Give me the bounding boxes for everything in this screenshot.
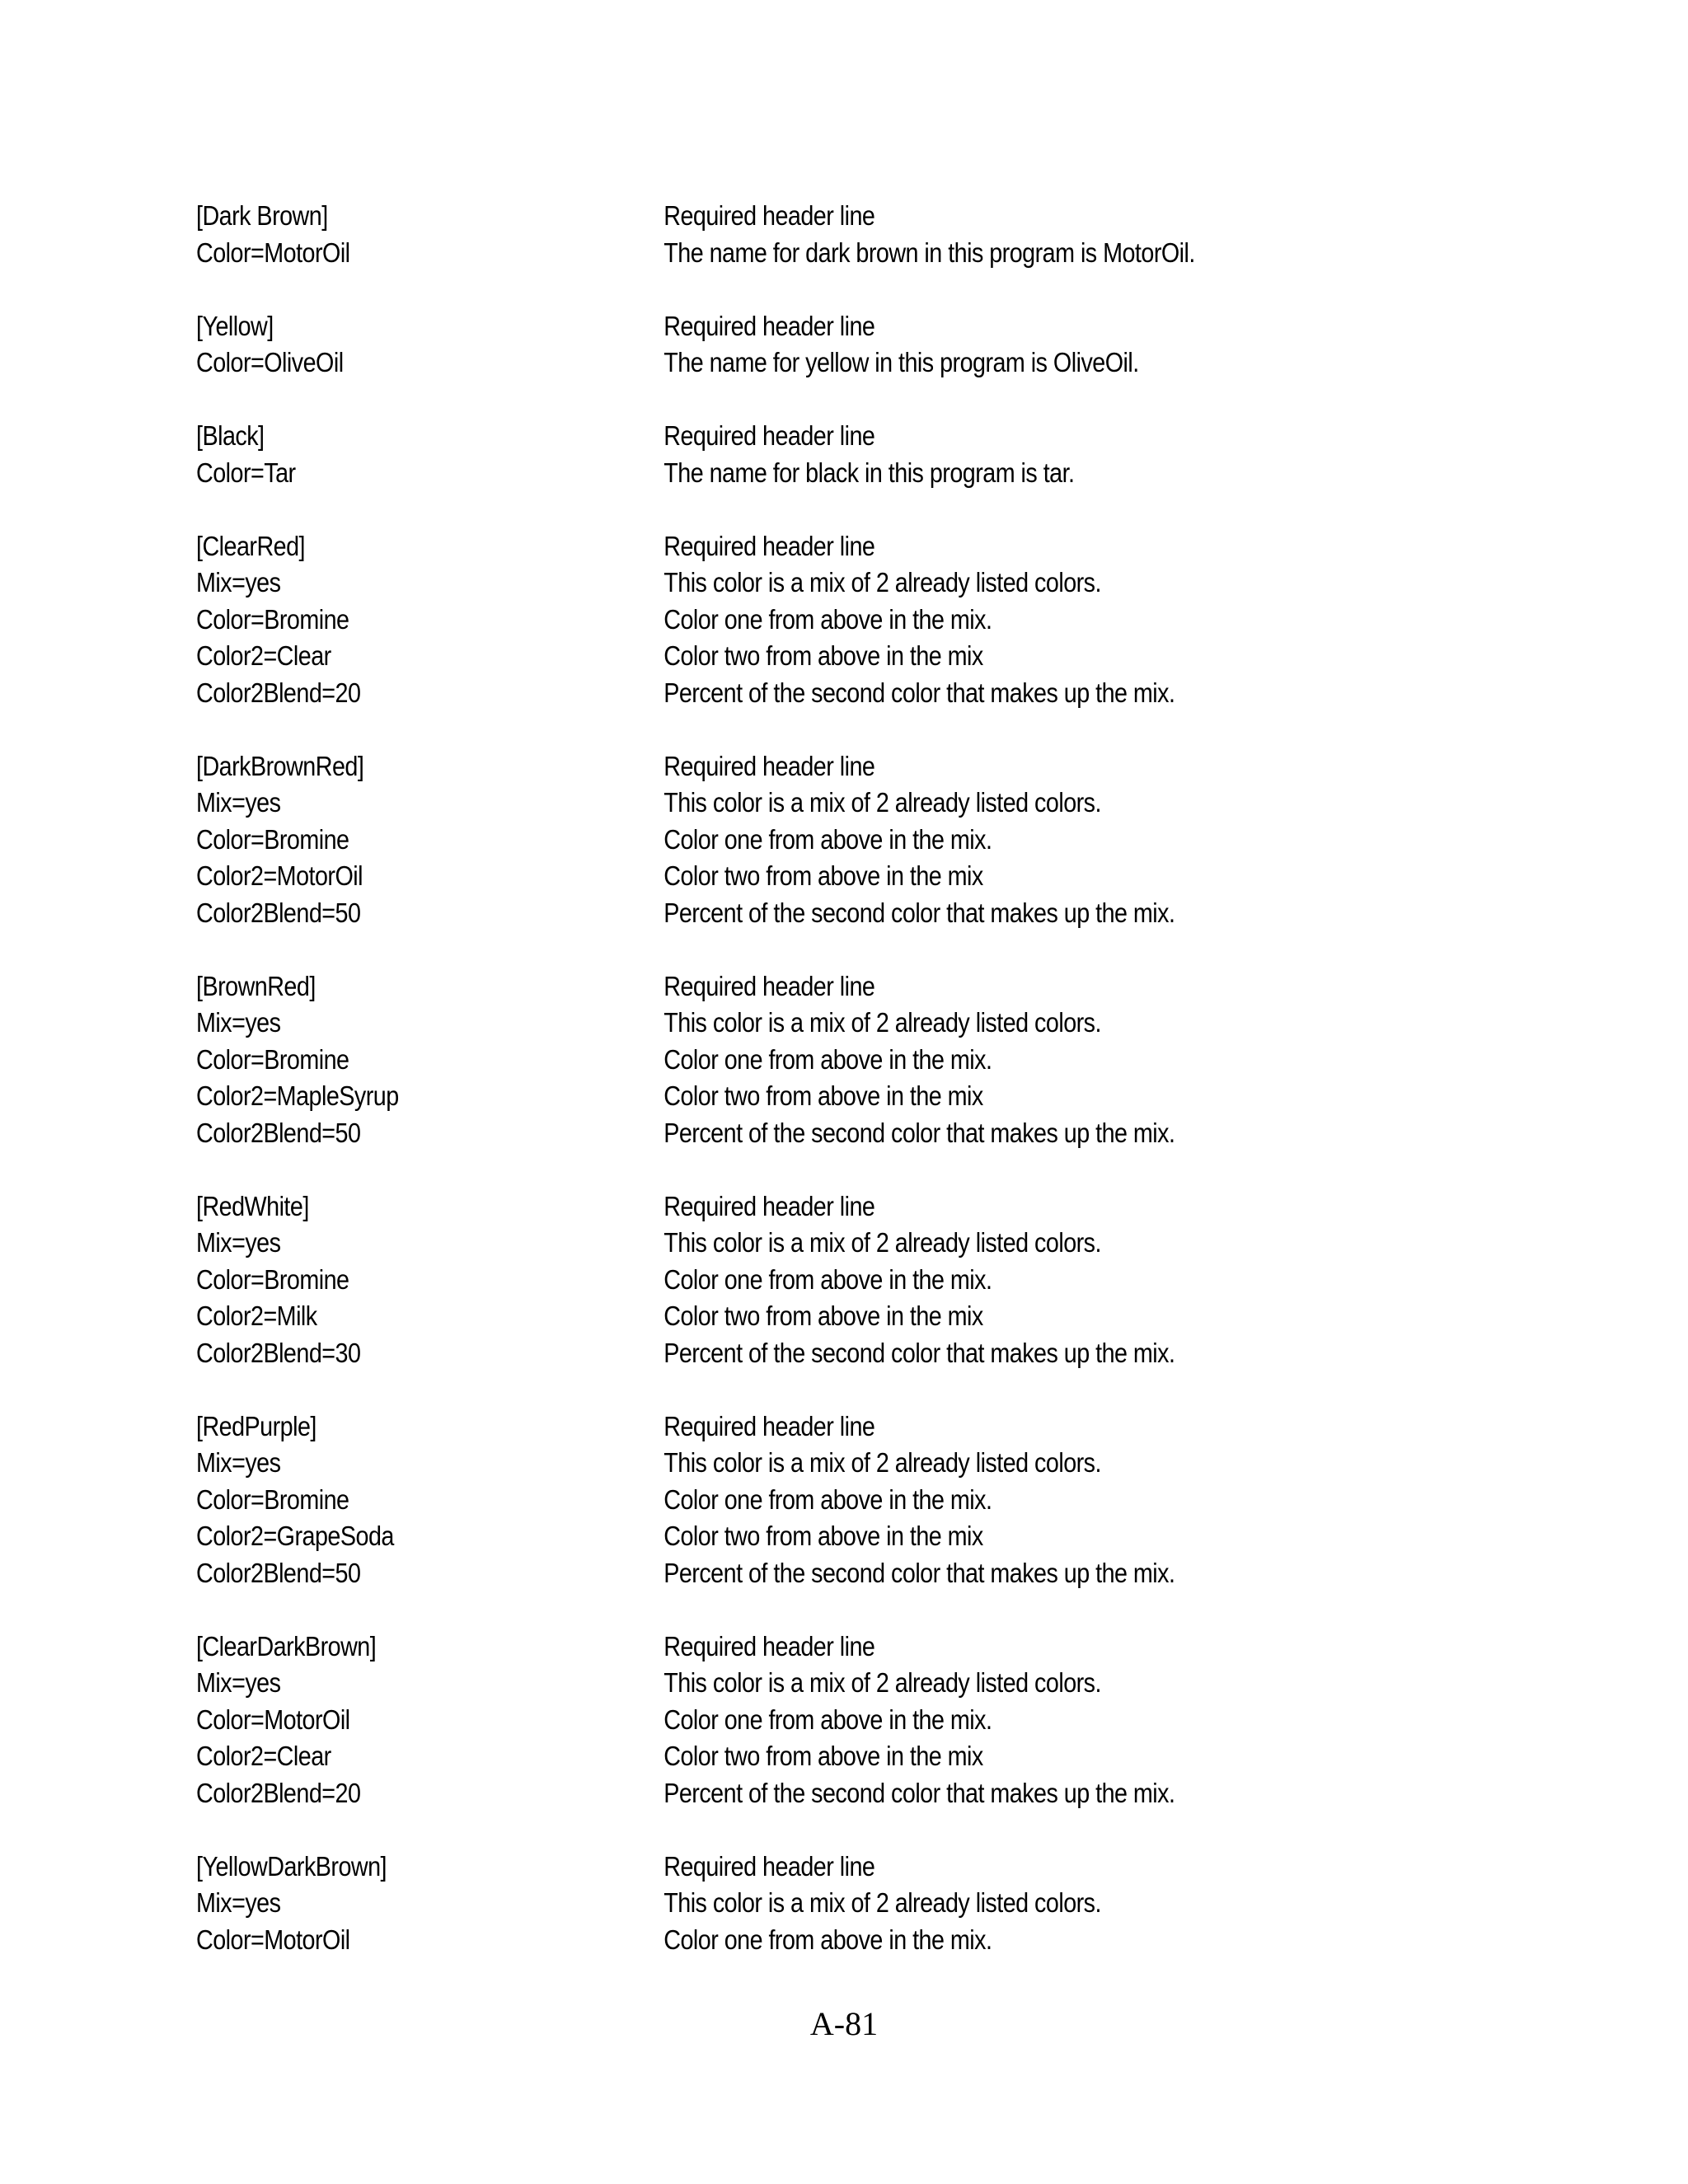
config-key: Color2=MotorOil [196,860,363,891]
config-key: Color=Bromine [196,1043,349,1075]
config-line [196,418,1343,455]
config-block-clear-red [196,528,1343,712]
config-line [196,1445,1343,1482]
config-line [196,1408,1343,1446]
config-description: Percent of the second color that makes up the mix. [663,677,1175,708]
config-description: This color is a mix of 2 already listed colors. [663,787,1101,818]
config-key: Color=MotorOil [196,237,350,268]
config-line [196,1738,1343,1775]
config-key: Color2=Clear [196,640,331,671]
config-line [196,1702,1343,1739]
config-line [196,638,1343,675]
config-line [196,565,1343,602]
config-description: Required header line [663,970,875,1001]
config-key: Color=Bromine [196,1263,349,1295]
config-key: Color2Blend=50 [196,1557,361,1588]
config-key: Color2=MapleSyrup [196,1080,399,1111]
config-key: [YellowDarkBrown] [196,1850,387,1882]
config-key: Color=Bromine [196,823,349,855]
config-key: [RedWhite] [196,1190,309,1221]
config-description: Required header line [663,1410,875,1441]
config-line [196,968,1343,1005]
config-description: Color one from above in the mix. [663,1263,992,1295]
config-description: Color one from above in the mix. [663,603,992,635]
config-key: Color=Bromine [196,1483,349,1515]
config-description: Color one from above in the mix. [663,1483,992,1515]
config-description: Required header line [663,530,875,561]
config-key: [Yellow] [196,310,274,341]
config-key: Color=MotorOil [196,1704,350,1735]
config-key: [RedPurple] [196,1410,316,1441]
config-key: Mix=yes [196,1447,281,1478]
config-description: Percent of the second color that makes up the mix. [663,897,1175,928]
config-description: Color two from above in the mix [663,640,983,671]
config-key: Color2Blend=30 [196,1337,361,1368]
config-line [196,785,1343,822]
config-key: [DarkBrownRed] [196,750,364,781]
config-description: Percent of the second color that makes up the mix. [663,1557,1175,1588]
config-line [196,748,1343,785]
config-line [196,822,1343,859]
config-line [196,1518,1343,1555]
config-description: Required header line [663,420,875,451]
config-description: The name for dark brown in this program is MotorOil. [663,237,1195,268]
config-description: Color one from above in the mix. [663,1704,992,1735]
config-line [196,1078,1343,1115]
config-block-black [196,418,1343,491]
config-line [196,308,1343,345]
config-description: Color two from above in the mix [663,860,983,891]
config-block-dark-brown [196,198,1343,271]
config-line [196,1922,1343,1959]
config-description: Required header line [663,1190,875,1221]
config-key: [Black] [196,420,265,451]
config-line [196,528,1343,565]
config-description: Color two from above in the mix [663,1301,983,1331]
config-key: Mix=yes [196,787,281,818]
config-line [196,602,1343,639]
config-key: [BrownRed] [196,970,316,1001]
config-line [196,1629,1343,1666]
config-listing [196,198,1343,1995]
config-block-brown-red [196,968,1343,1152]
config-block-red-white [196,1188,1343,1372]
config-line [196,344,1343,382]
config-key: Color2Blend=50 [196,1117,361,1148]
config-description: This color is a mix of 2 already listed colors. [663,1887,1101,1918]
config-key: Mix=yes [196,1667,281,1698]
config-key: Color=OliveOil [196,347,344,377]
config-key: [Dark Brown] [196,200,328,231]
config-line [196,1775,1343,1812]
config-line [196,1555,1343,1592]
config-description: Color one from above in the mix. [663,1924,992,1955]
config-description: This color is a mix of 2 already listed colors. [663,567,1101,598]
config-key: Color2Blend=20 [196,677,361,708]
config-line [196,895,1343,932]
config-key: Color2Blend=50 [196,897,361,928]
config-block-red-purple [196,1408,1343,1592]
config-line [196,1665,1343,1702]
page-number: A-81 [809,2005,879,2042]
config-key: Color=Bromine [196,603,349,635]
config-description: Color two from above in the mix [663,1521,983,1551]
config-description: Required header line [663,1630,875,1661]
config-line [196,1335,1343,1372]
config-line [196,1115,1343,1152]
config-block-yellow [196,308,1343,382]
config-line [196,1005,1343,1042]
config-line [196,1188,1343,1226]
config-key: Color2Blend=20 [196,1777,361,1808]
config-description: Color one from above in the mix. [663,1043,992,1075]
config-key: Mix=yes [196,567,281,598]
config-description: Percent of the second color that makes up the mix. [663,1777,1175,1808]
config-line [196,1298,1343,1335]
config-description: Color two from above in the mix [663,1080,983,1111]
config-description: Color two from above in the mix [663,1741,983,1771]
config-description: The name for black in this program is tar. [663,457,1075,488]
config-key: Color=Tar [196,457,296,488]
config-key: Color2=GrapeSoda [196,1521,394,1551]
config-description: Required header line [663,1850,875,1882]
config-block-yellow-dark-brown [196,1849,1343,1959]
config-block-dark-brown-red [196,748,1343,932]
config-key: Mix=yes [196,1007,281,1038]
config-line [196,1885,1343,1922]
config-line [196,1849,1343,1886]
config-line [196,1262,1343,1299]
config-line [196,455,1343,492]
config-description: Color one from above in the mix. [663,823,992,855]
config-line [196,1042,1343,1079]
config-line [196,858,1343,895]
config-description: Required header line [663,200,875,231]
config-line [196,235,1343,272]
config-key: Mix=yes [196,1227,281,1258]
config-key: Mix=yes [196,1887,281,1918]
config-line [196,1482,1343,1519]
config-key: [ClearDarkBrown] [196,1630,377,1661]
config-description: Percent of the second color that makes up the mix. [663,1337,1175,1368]
config-description: Required header line [663,310,875,341]
config-description: Percent of the second color that makes up the mix. [663,1117,1175,1148]
config-description: This color is a mix of 2 already listed colors. [663,1447,1101,1478]
config-key: Color=MotorOil [196,1924,350,1955]
config-line [196,198,1343,235]
config-line [196,675,1343,712]
config-block-clear-dark-brown [196,1629,1343,1812]
config-key: [ClearRed] [196,530,306,561]
config-line [196,1225,1343,1262]
config-description: The name for yellow in this program is OliveOil. [663,347,1139,377]
config-key: Color2=Clear [196,1741,331,1771]
config-description: This color is a mix of 2 already listed colors. [663,1227,1101,1258]
config-description: This color is a mix of 2 already listed colors. [663,1667,1101,1698]
config-key: Color2=Milk [196,1301,317,1331]
config-description: This color is a mix of 2 already listed colors. [663,1007,1101,1038]
config-description: Required header line [663,750,875,781]
